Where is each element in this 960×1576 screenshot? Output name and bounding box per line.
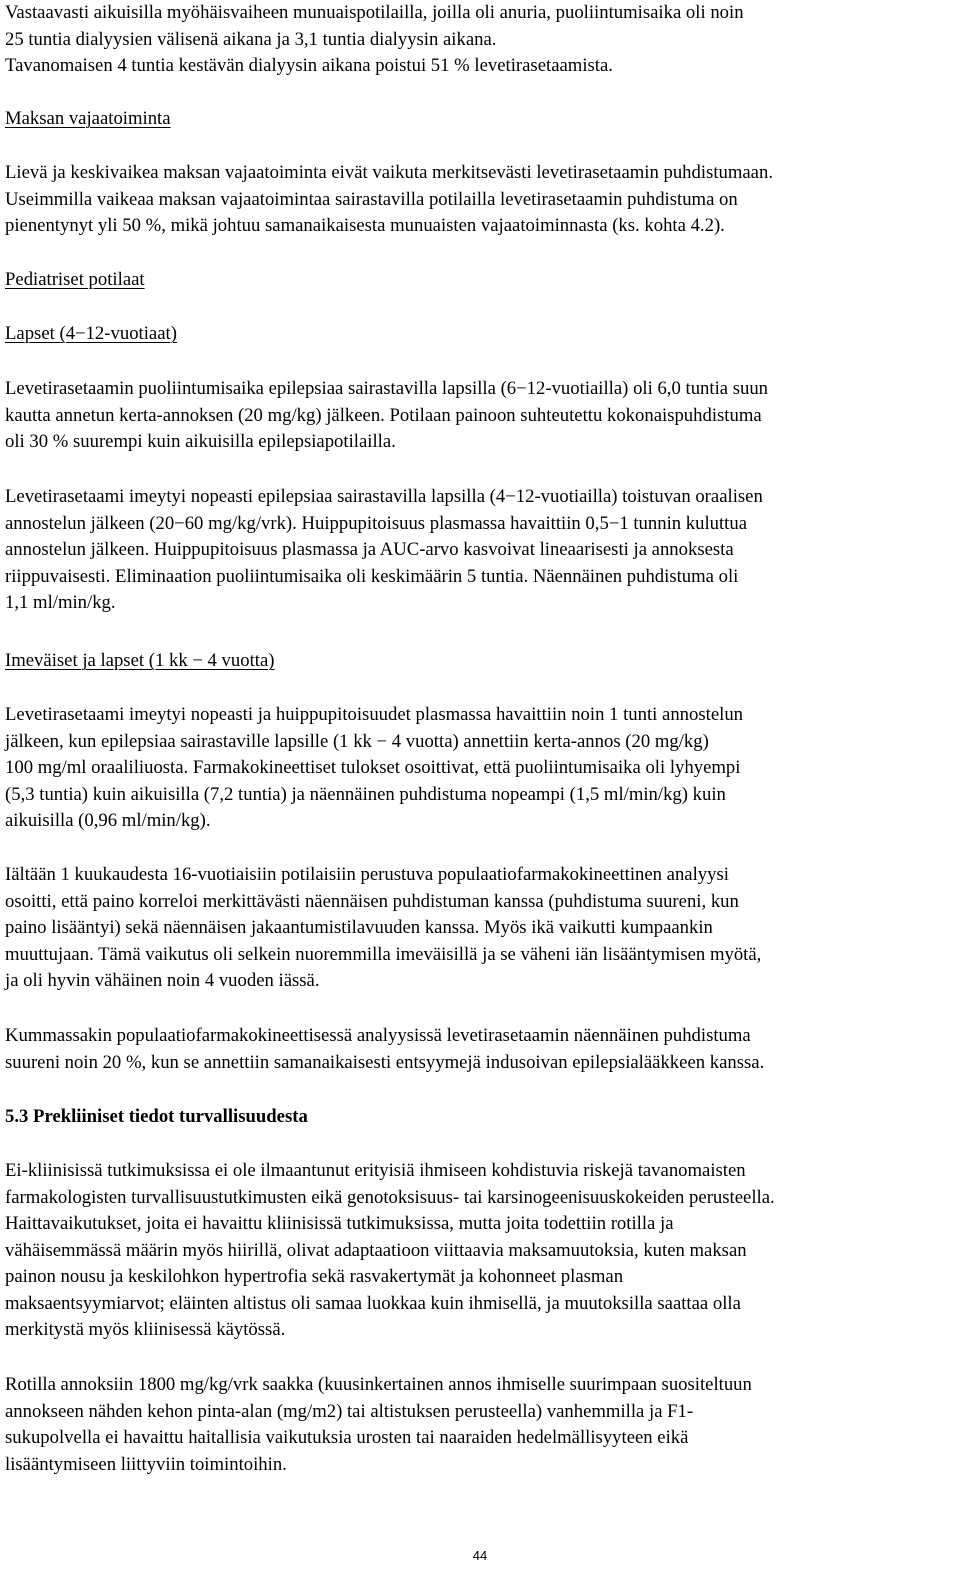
text-line: osoitti, että paino korreloi merkittävästi näennäisen puhdistuman kanssa (puhdistuma suureni, kun <box>5 890 739 912</box>
text-line: pienentynyt yli 50 %, mikä johtuu samanaikaisesta munuaisten vajaatoiminnasta (ks. kohta 4.2). <box>5 215 725 236</box>
text-line: Lievä ja keskivaikea maksan vajaatoiminta eivät vaikuta merkitsevästi levetirasetaamin puhdistumaan. <box>5 162 773 183</box>
text-line: suureni noin 20 %, kun se annettiin samanaikaisesti entsyymejä indusoivan epilepsialääkkeen kanssa. <box>5 1051 765 1073</box>
subsection-heading: Lapset (4−12-vuotiaat) <box>5 323 177 344</box>
text-line: farmakologisten turvallisuustutkimusten eikä genotoksisuus- tai karsinogeenisuuskokeiden perusteella. <box>5 1186 775 1208</box>
text-line: riippuvaisesti. Eliminaation puoliintumisaika oli keskimäärin 5 tuntia. Näennäinen puhdistuma oli <box>5 565 739 587</box>
paragraph-preclinical <box>5 1158 955 1344</box>
text-line: aikuisilla (0,96 ml/min/kg). <box>5 810 211 831</box>
paragraph-enzyme-inducers <box>5 1023 955 1076</box>
text-line: kautta annetun kerta-annoksen (20 mg/kg) jälkeen. Potilaan painoon suhteutettu kokonaispuhdistuma <box>5 404 762 426</box>
paragraph-population-pk <box>5 862 955 995</box>
text-line: Haittavaikutukset, joita ei havaittu kliinisissä tutkimuksissa, mutta joita todettiin rotilla ja <box>5 1213 674 1234</box>
text-line: Levetirasetaami imeytyi nopeasti ja huippupitoisuudet plasmassa havaittiin noin 1 tunti annostelun <box>5 704 744 725</box>
page-number: 44 <box>472 1548 488 1563</box>
text-line: painon nousu ja keskilohkon hypertrofia sekä rasvakertymät ja kohonneet plasman <box>5 1266 624 1287</box>
text-line: Rotilla annoksiin 1800 mg/kg/vrk saakka (kuusinkertainen annos ihmiselle suurimpaan suositeltuun <box>5 1374 752 1395</box>
subsection-heading: Imeväiset ja lapset (1 kk − 4 vuotta) <box>5 650 275 671</box>
text-line: annostelun jälkeen (20−60 mg/kg/vrk). Huippupitoisuus plasmassa havaittiin 0,5−1 tunnin kuluttua <box>5 512 748 534</box>
paragraph-children-absorption <box>5 484 955 617</box>
text-line: merkitystä myös kliinisessä käytössä. <box>5 1319 286 1340</box>
paragraph-fertility <box>5 1372 955 1478</box>
paragraph-infants <box>5 702 955 835</box>
text-line: muuttujaan. Tämä vaikutus oli selkein nuoremmilla imeväisillä ja se väheni iän lisääntymisen myötä, <box>5 943 762 965</box>
text-line: Kummassakin populaatiofarmakokineettisessä analyysissä levetirasetaamin näennäinen puhdistuma <box>5 1025 751 1046</box>
text-line: 1,1 ml/min/kg. <box>5 592 116 613</box>
text-line: 25 tuntia dialyysien välisenä aikana ja 3,1 tuntia dialyysin aikana. <box>5 28 497 50</box>
heading-lapset <box>5 321 955 348</box>
text-line: 100 mg/ml oraaliliuosta. Farmakokineettiset tulokset osoittivat, että puoliintumisaika oli lyhyempi <box>5 757 741 778</box>
text-line: Tavanomaisen 4 tuntia kestävän dialyysin aikana poistui 51 % levetirasetaamista. <box>5 55 613 76</box>
text-line: vähäisemmässä määrin myös hiirillä, olivat adaptaatioon viittaavia maksamuutoksia, kuten maksan <box>5 1239 747 1261</box>
text-line: annostelun jälkeen. Huippupitoisuus plasmassa ja AUC-arvo kasvoivat lineaarisesti ja annoksesta <box>5 539 734 560</box>
text-line: ja oli hyvin vähäinen noin 4 vuoden iässä. <box>5 970 320 991</box>
text-line: maksaentsyymiarvot; eläinten altistus oli samaa luokkaa kuin ihmisellä, ja muutoksilla saattaa olla <box>5 1292 741 1314</box>
text-line: paino lisääntyi) sekä näennäisen jakaantumistilavuuden kanssa. Myös ikä vaikutti kumpaankin <box>5 917 713 938</box>
paragraph-children-halflife <box>5 376 955 456</box>
heading-imevaiset <box>5 648 955 675</box>
section-heading: 5.3 Prekliiniset tiedot turvallisuudesta <box>5 1106 308 1127</box>
text-line: (5,3 tuntia) kuin aikuisilla (7,2 tuntia) ja näennäinen puhdistuma nopeampi (1,5 ml/min/kg) kuin <box>5 783 726 805</box>
text-line: Useimmilla vaikeaa maksan vajaatoimintaa sairastavilla potilailla levetirasetaamin puhdistuma on <box>5 188 738 210</box>
heading-pediatriset-potilaat <box>5 267 955 294</box>
text-line: Levetirasetaamin puoliintumisaika epilepsiaa sairastavilla lapsilla (6−12-vuotiailla) oli 6,0 tuntia suun <box>5 378 769 399</box>
text-line: jälkeen, kun epilepsiaa sairastaville lapsille (1 kk − 4 vuotta) annettiin kerta-annos (20 mg/kg) <box>5 730 709 752</box>
paragraph-liver <box>5 160 955 240</box>
section-heading: Pediatriset potilaat <box>5 269 145 290</box>
text-line: oli 30 % suurempi kuin aikuisilla epilepsiapotilailla. <box>5 431 396 452</box>
text-line: Levetirasetaami imeytyi nopeasti epilepsiaa sairastavilla lapsilla (4−12-vuotiailla) toistuvan oraalisen <box>5 486 763 507</box>
text-line: lisääntymiseen liittyviin toimintoihin. <box>5 1453 287 1475</box>
heading-maksan-vajaatoiminta <box>5 106 955 133</box>
text-line: Iältään 1 kuukaudesta 16-vuotiaisiin potilaisiin perustuva populaatiofarmakokineettinen analyysi <box>5 864 729 885</box>
paragraph-dialysis <box>5 0 955 80</box>
section-heading: Maksan vajaatoiminta <box>5 108 171 129</box>
text-line: annokseen nähden kehon pinta-alan (mg/m2) tai altistuksen perusteella) vanhemmilla ja F1- <box>5 1400 694 1422</box>
text-line: Vastaavasti aikuisilla myöhäisvaiheen munuaispotilailla, joilla oli anuria, puoliintumisaika oli noin <box>5 2 744 23</box>
heading-5-3 <box>5 1104 955 1131</box>
text-line: sukupolvella ei havaittu haitallisia vaikutuksia urosten tai naaraiden hedelmällisyyteen eikä <box>5 1427 689 1448</box>
text-line: Ei-kliinisissä tutkimuksissa ei ole ilmaantunut erityisiä ihmiseen kohdistuvia riskejä tavanomaisten <box>5 1160 746 1181</box>
